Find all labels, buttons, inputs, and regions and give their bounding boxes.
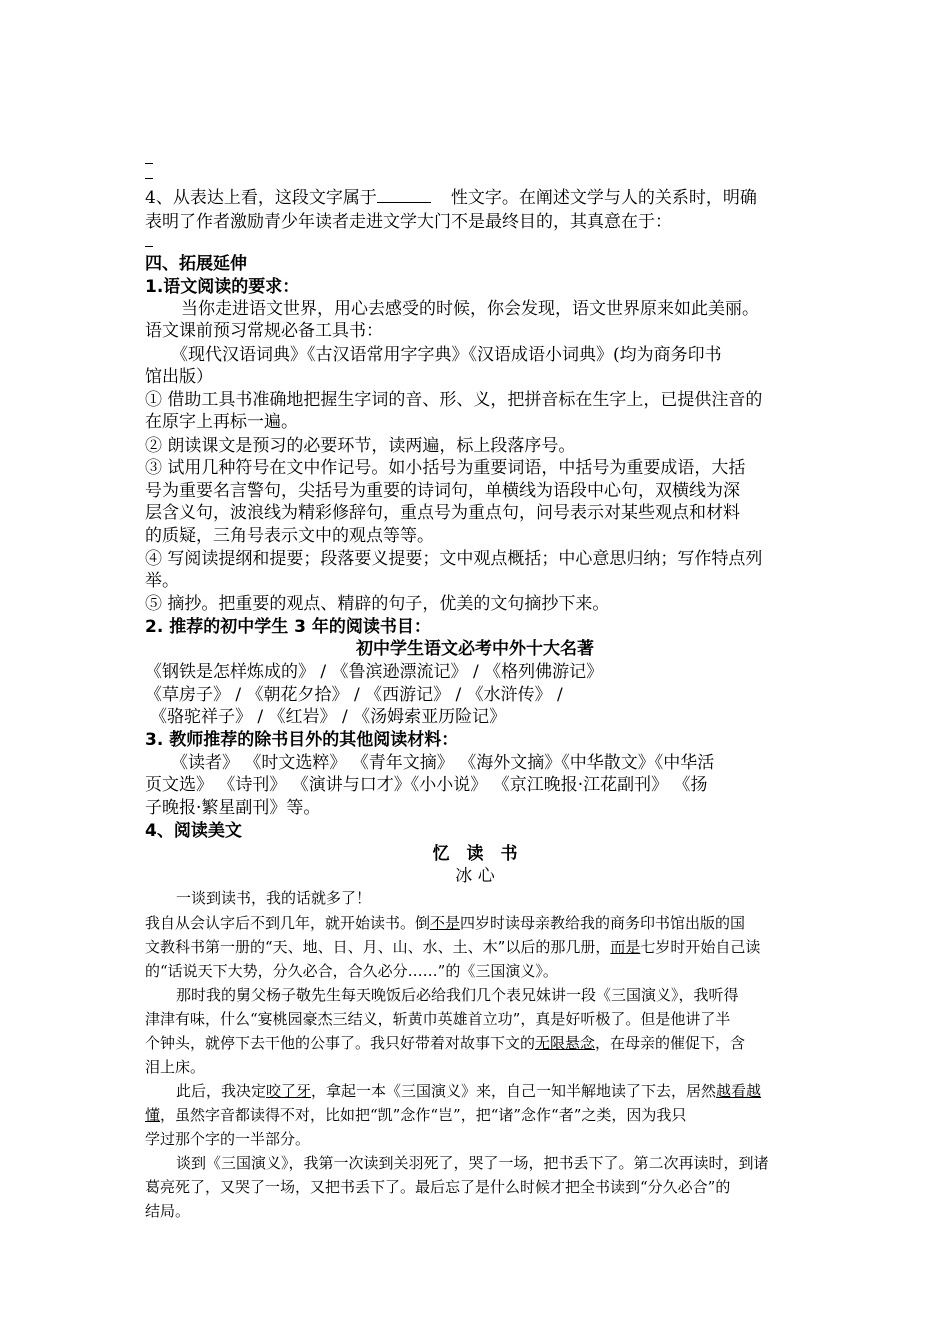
paragraph-line: 馆出版） [145, 367, 213, 387]
materials-line: 《读者》 《时文选粹》 《青年文摘》 《海外文摘》《中华散文》《中华活 [171, 753, 715, 773]
requirement-5: ⑤ 摘抄。把重要的观点、精辟的句子，优美的文句摘抄下来。 [145, 594, 610, 614]
item-3-heading: 3. 教师推荐的除书目外的其他阅读材料： [145, 730, 459, 750]
article-line [145, 937, 760, 957]
requirement-1: ① 借助工具书准确地把握生字词的音、形、义，把拼音标在生字上，已提供注音的 [145, 390, 763, 410]
article-line: 葛亮死了，又哭了一场，又把书丢下了。最后忘了是什么时候才把全书读到“分久必合”的 [145, 1178, 731, 1196]
article-line [176, 1081, 761, 1101]
article-line: 泪上床。 [145, 1058, 206, 1076]
materials-line: 页文选》 《诗刊》 《演讲与口才》《小小说》 《京江晚报·江花副刊》 《扬 [145, 775, 708, 795]
article-text: ，在母亲的催促下，含 [595, 1034, 746, 1052]
paragraph-line: 《现代汉语词典》《古汉语常用字字典》《汉语成语小词典》(均为商务印书 [171, 345, 722, 365]
article-line [145, 1033, 745, 1053]
article-text: 我自从会认字后不到几年，就开始读书。倒 [145, 914, 431, 932]
requirement-3-cont: 号为重要名言警句，尖括号为重要的诗词句，单横线为语段中心句，双横线为深 [145, 481, 740, 501]
underlined-phrase: 而是 [610, 938, 641, 956]
article-line [145, 913, 745, 933]
article-line [145, 1105, 686, 1125]
article-text: 此后，我决定 [176, 1082, 267, 1100]
blank-line-mark [145, 163, 153, 164]
question-4-line-1 [145, 186, 757, 209]
article-line: 津津有味，什么“宴桃园豪杰三结义，斩黄巾英雄首立功”，真是好听极了。但是他讲了半 [145, 1010, 731, 1028]
book-list-line: 《骆驼祥子》 / 《红岩》 / 《汤姆索亚历险记》 [150, 707, 507, 727]
book-list-line: 《钢铁是怎样炼成的》 / 《鲁滨逊漂流记》 / 《格列佛游记》 [145, 662, 604, 682]
article-line: 谈到《三国演义》，我第一次读到关羽死了，哭了一场，把书丢下了。第二次再读时，到诸 [176, 1154, 769, 1172]
paragraph-line: 当你走进语文世界，用心去感受的时候，你会发现，语文世界原来如此美丽。 [181, 299, 759, 319]
book-list-title: 初中学生语文必考中外十大名著 [356, 639, 594, 659]
requirement-2: ② 朗读课文是预习的必要环节，读两遍，标上段落序号。 [145, 436, 576, 456]
paragraph-line: 语文课前预习常规必备工具书： [145, 321, 383, 341]
question-4-line-2: 表明了作者激励青少年读者走进文学大门不是最终目的，其真意在于： [145, 212, 672, 232]
book-list-line: 《草房子》 / 《朝花夕拾》 / 《西游记》 / 《水浒传》 / [145, 685, 563, 705]
article-text: 个钟头，就停下去干他的公事了。我只好带着对故事下文的 [145, 1034, 536, 1052]
requirement-4-cont: 举。 [145, 571, 179, 591]
article-text: ，虽然字音都读得不对，比如把“凯”念作“岂”，把“诸”念作“者”之类，因为我只 [160, 1106, 687, 1124]
requirement-3: ③ 试用几种符号在文中作记号。如小括号为重要词语，中括号为重要成语，大括 [145, 458, 746, 478]
article-paragraph: 一谈到读书，我的话就多了！ [176, 889, 372, 907]
article-line: 那时我的舅父杨子敬先生每天晚饭后必给我们几个表兄妹讲一段《三国演义》，我听得 [176, 986, 739, 1004]
underlined-phrase: 咬了牙 [266, 1082, 312, 1100]
article-text: 四岁时读母亲教给我的商务印书馆出版的国 [460, 914, 746, 932]
item-2-heading: 2. 推荐的初中学生 3 年的阅读书目： [145, 617, 431, 637]
underlined-phrase: 不是 [430, 914, 461, 932]
answer-blank[interactable] [377, 186, 431, 203]
materials-line: 子晚报·繁星副刊》等。 [145, 798, 321, 818]
answer-blank-line[interactable] [145, 246, 153, 247]
underlined-phrase: 懂 [145, 1106, 161, 1124]
underlined-phrase: 越看越 [716, 1082, 762, 1100]
question-4-text: 4、从表达上看，这段文字属于 [145, 188, 377, 208]
item-4-heading: 4、阅读美文 [145, 821, 242, 841]
article-line: 结局。 [145, 1202, 191, 1220]
article-title: 忆 读 书 [432, 844, 518, 864]
requirement-1-cont: 在原字上再标一遍。 [145, 412, 298, 432]
requirement-3-cont: 层含义句，波浪线为精彩修辞句，重点号为重点句，问号表示对某些观点和材料 [145, 503, 740, 523]
requirement-4: ④ 写阅读提纲和提要；段落要义提要；文中观点概括；中心意思归纳；写作特点列 [145, 549, 763, 569]
article-text: 七岁时开始自己读 [640, 938, 761, 956]
article-author: 冰 心 [455, 866, 495, 886]
article-line: 的“话说天下大势，分久必合，合久必分……”的《三国演义》。 [145, 962, 558, 980]
question-4-text: 性文字。在阐述文学与人的关系时，明确 [450, 188, 757, 208]
underlined-phrase: 无限悬念 [535, 1034, 596, 1052]
article-text: 文教科书第一册的“天、地、日、月、山、水、土、木”以后的那几册， [145, 938, 611, 956]
item-1-heading: 1.语文阅读的要求： [145, 277, 300, 297]
requirement-3-cont: 的质疑，三角号表示文中的观点等等。 [145, 526, 434, 546]
article-text: ，拿起一本《三国演义》来，自己一知半解地读了下去，居然 [311, 1082, 717, 1100]
article-line: 学过那个字的一半部分。 [145, 1130, 311, 1148]
blank-line-mark [145, 178, 153, 179]
section-heading: 四、拓展延伸 [145, 254, 247, 274]
